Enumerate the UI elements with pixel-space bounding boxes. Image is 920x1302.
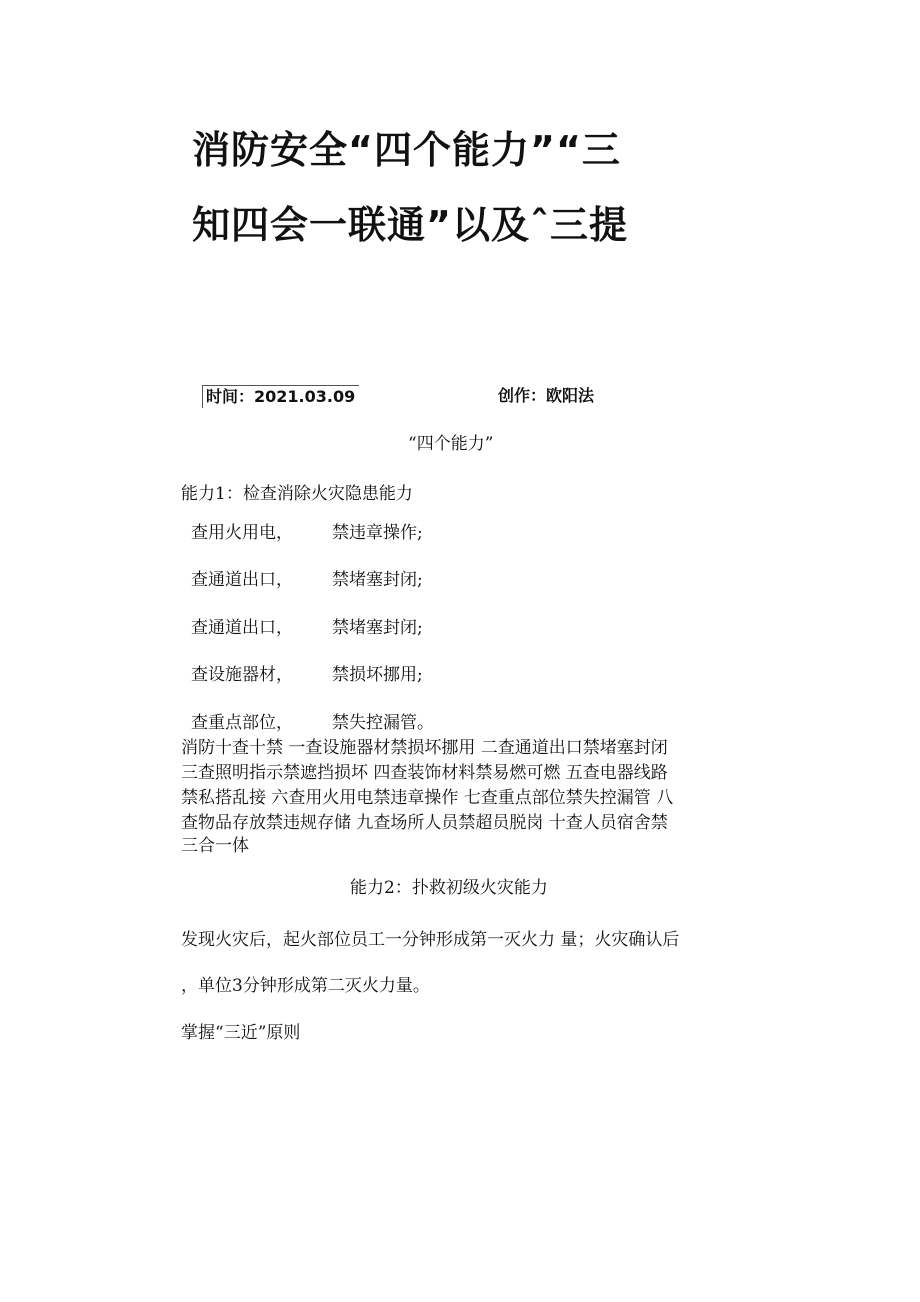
check-row: [191, 711, 434, 735]
ten-checks-line: 禁私搭乱接 六查用火用电禁违章操作 七查重点部位禁失控漏管 八: [181, 788, 674, 808]
check-item: 查通道出口，: [191, 618, 293, 638]
check-row: [191, 663, 423, 687]
ten-checks-line: 查物品存放禁违规存储 九查场所人员禁超员脱岗 十查人员宿舍禁: [181, 813, 668, 833]
meta-author: 创作：欧阳法: [498, 386, 595, 405]
check-row: [191, 616, 423, 640]
check-item: 查通道出口，: [191, 570, 293, 590]
ten-checks-line: 三合一体: [181, 836, 249, 856]
ability-1-title: 能力1：检查消除火灾隐患能力: [181, 484, 413, 504]
document-title-line-2: 知四会一联通”以及ˆ三提: [192, 203, 628, 247]
ability-2-paragraph-line: 发现火灾后，起火部位员工一分钟形成第一灭火力 量；火灾确认后: [181, 930, 680, 950]
ten-checks-line: 消防十查十禁 一查设施器材禁损坏挪用 二查通道出口禁堵塞封闭: [181, 738, 668, 758]
ability-2-paragraph-line: ，单位3分钟形成第二灭火力量。: [181, 976, 430, 996]
meta-time: 时间：2021.03.09: [202, 385, 359, 408]
ban-item: 禁堵塞封闭;: [332, 618, 423, 638]
three-near-principle: 掌握“三近”原则: [181, 1023, 301, 1043]
document-title-line-1: 消防安全“四个能力”“三: [192, 128, 621, 172]
section-heading-four-abilities: “四个能力”: [408, 434, 494, 454]
check-item: 查设施器材，: [191, 665, 293, 685]
ban-item: 禁失控漏管。: [332, 713, 434, 733]
ban-item: 禁违章操作;: [332, 523, 423, 543]
ability-2-title: 能力2：扑救初级火灾能力: [350, 878, 548, 898]
ten-checks-line: 三查照明指示禁遮挡损坏 四查装饰材料禁易燃可燃 五查电器线路: [181, 763, 668, 783]
check-item: 查重点部位，: [191, 713, 293, 733]
check-row: [191, 568, 423, 592]
check-row: [191, 521, 423, 545]
check-item: 查用火用电，: [191, 523, 293, 543]
ban-item: 禁堵塞封闭;: [332, 570, 423, 590]
ban-item: 禁损坏挪用;: [332, 665, 423, 685]
